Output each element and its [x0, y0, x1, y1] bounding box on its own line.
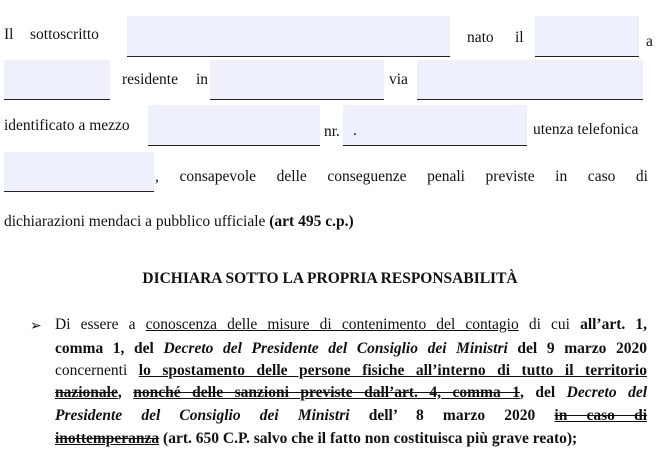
label-sottoscritto: sottoscritto	[30, 26, 99, 43]
item1-line6	[55, 430, 647, 448]
label-via: via	[389, 71, 408, 88]
street-field[interactable]	[417, 60, 643, 100]
document-number-value: .	[353, 122, 357, 139]
item1-text-a: Di essere a	[55, 316, 146, 333]
item1-text-m: nonché delle sanzioni previste dall’art. 4, comma 1	[133, 384, 520, 401]
label-residente: residente	[122, 71, 178, 88]
item1-text-k: nazionale	[55, 384, 118, 401]
item1-text-t: (art. 650 C.P. salvo che il fatto non costituisca più grave reato);	[159, 430, 578, 447]
document-number-field[interactable]	[343, 105, 527, 146]
item1-text-s: inottemperanza	[55, 430, 160, 447]
label-in: in	[196, 71, 209, 88]
item1-text-f: Decreto del Presidente del Consiglio dei Ministri	[163, 340, 508, 357]
item1-line1	[55, 316, 647, 334]
item1-line3	[55, 362, 647, 380]
item1-text-d: all’art. 1,	[580, 316, 647, 333]
item1-text-h: concernenti	[55, 362, 139, 379]
item1-line2	[55, 340, 647, 358]
item1-line5	[55, 407, 647, 425]
item1-line4	[55, 384, 647, 402]
item1-text-p: Presidente del Consiglio dei Ministri	[55, 407, 350, 424]
item1-text-i: lo spostamento delle persone fisiche all’interno di tutto il territorio	[138, 362, 647, 379]
name-field[interactable]	[127, 16, 450, 57]
item1-text-c: di cui	[518, 316, 581, 333]
label-nato: nato	[467, 29, 494, 46]
label-nr: nr.	[324, 123, 340, 140]
phone-field[interactable]	[4, 152, 154, 192]
item1-text-o: Decreto del	[566, 384, 648, 401]
item1-text-e: comma 1, del	[55, 340, 164, 357]
birthplace-field[interactable]	[4, 60, 110, 100]
label-il-2: il	[515, 29, 524, 46]
arrow-bullet-icon: ➢	[30, 319, 42, 334]
birthdate-field[interactable]	[535, 16, 639, 57]
item1-text-q: dell’ 8 marzo 2020	[349, 407, 555, 424]
label-a: a	[646, 33, 653, 50]
item1-text-n: , del	[519, 384, 567, 401]
consapevole-text: , consapevole delle conseguenze penali previste in caso di	[155, 168, 648, 185]
item1-text-b: conoscenza delle misure di contenimento del contagio	[145, 316, 519, 333]
item1-text-g: del 9 marzo 2020	[507, 340, 647, 357]
dichiarazioni-line	[4, 213, 354, 231]
residence-city-field[interactable]	[210, 60, 384, 100]
item1-text-r: in caso di	[554, 407, 648, 424]
label-identificato: identificato a mezzo	[4, 117, 130, 134]
label-utenza: utenza telefonica	[533, 121, 639, 138]
label-il: Il	[4, 26, 14, 43]
id-document-field[interactable]	[148, 105, 320, 146]
declaration-heading: DICHIARA SOTTO LA PROPRIA RESPONSABILITÀ	[142, 270, 518, 287]
dichiarazioni-text: dichiarazioni mendaci a pubblico ufficiale	[4, 213, 270, 230]
art-495-ref: (art 495 c.p.)	[269, 213, 354, 230]
item1-text-l: ,	[117, 384, 134, 401]
